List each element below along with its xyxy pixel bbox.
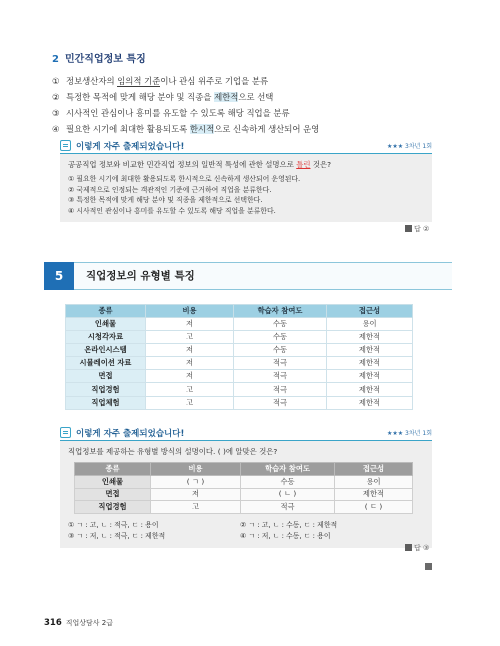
document-icon [60,427,71,438]
table-cell: 제한적 [327,344,413,357]
row-label: 면접 [66,370,146,383]
table-row [66,357,413,370]
quiz-1-answer [405,224,429,234]
item-marker: ③ [52,108,60,118]
table-cell: 수동 [234,344,327,357]
item-text: 필요한 시기에 최대한 활용되도록 [66,124,190,134]
answer-box-icon [405,225,412,232]
table-cell: 적극 [234,396,327,409]
quiz-1-stem-end: 것은? [310,160,332,169]
item-marker: ② [52,92,60,102]
section-5-heading [44,262,452,290]
quiz-2-option: ② ㄱ : 고, ㄴ : 수동, ㄷ : 제한적 [240,520,338,529]
row-label: 면접 [75,488,151,501]
section-2-item [52,89,452,105]
table-cell: 고 [146,396,234,409]
table-cell: 용이 [327,318,413,331]
table-row [66,370,413,383]
page-number: 316 [44,618,62,628]
section-2 [52,50,452,137]
row-label: 인쇄물 [75,476,151,489]
quiz-1-stem-emphasis: 틀린 [296,160,311,169]
column-header: 학습자 참여도 [241,463,335,476]
quiz-2-options [68,520,424,542]
item-text: 시사적인 관심이나 흥미를 유도할 수 있도록 해당 직업을 분류 [66,108,290,118]
table-cell: 수동 [234,318,327,331]
table-cell: 저 [146,357,234,370]
table-cell: 제한적 [327,331,413,344]
column-header: 학습자 참여도 [234,305,327,318]
table-row [66,318,413,331]
item-text: 특정한 목적에 맞게 해당 분야 및 직종을 [66,92,215,102]
table-cell: 저 [146,370,234,383]
quiz-2-frequency: ★★★ 3차년 1회 [387,430,432,437]
document-icon [60,140,71,151]
table-cell: ( ㄷ ) [335,501,413,514]
table-cell: 제한적 [327,370,413,383]
table-cell: 고 [151,501,241,514]
table-row [66,344,413,357]
quiz-2-option: ① ㄱ : 고, ㄴ : 적극, ㄷ : 용이 [68,520,159,529]
item-marker: ① [52,76,60,86]
table-row [66,383,413,396]
row-label: 직업경험 [66,383,146,396]
quiz-1-option: ③ 특정한 목적에 맞게 해당 분야 및 직종을 제한적으로 선택한다. [68,196,263,205]
item-text-end: 이나 관심 위주로 기업을 분류 [160,76,269,86]
table-cell: 고 [146,331,234,344]
quiz-1-option: ① 필요한 시기에 최대한 활용되도록 한시적으로 신속하게 생산되어 운영된다. [68,175,301,183]
table-cell: 저 [146,318,234,331]
quiz-2-header [60,426,432,441]
table-row [66,396,413,409]
row-label: 시청각자료 [66,331,146,344]
table-cell: 적극 [234,383,327,396]
table-cell: 적극 [234,357,327,370]
quiz-1-answer-label: 답 [414,225,421,233]
quiz-box-2 [60,426,432,548]
section-2-list [52,73,452,137]
table-cell: 용이 [335,476,413,489]
row-label: 직업경험 [75,501,151,514]
table-cell: 고 [146,383,234,396]
item-keyword: 제한적 [214,92,239,102]
table-cell: ( ㄱ ) [151,476,241,489]
column-header: 비용 [151,463,241,476]
quiz-1-option: ④ 시사적인 관심이나 흥미를 유도할 수 있도록 해당 직업을 분류한다. [68,206,276,215]
column-header: 접근성 [327,305,413,318]
quiz-1-label: 이렇게 자주 출제되었습니다! [76,142,185,152]
quiz-box-1 [60,139,432,222]
table-row [66,331,413,344]
quiz-1-frequency: ★★★ 3차년 1회 [387,143,432,150]
row-label: 온라인시스템 [66,344,146,357]
quiz-2-answer-label: 답 [414,544,421,552]
section-2-number: 2 [52,54,59,65]
quiz-1-body [60,154,432,222]
table-cell: 수동 [241,476,335,489]
table-cell: 적극 [234,370,327,383]
table-row [75,501,413,514]
quiz-1-answer-value: ② [423,225,430,233]
table-header-row [75,463,413,476]
column-header: 접근성 [335,463,413,476]
section-5-number: 5 [44,262,74,290]
table-cell: 제한적 [327,383,413,396]
binding-mark [425,563,432,570]
table-cell: 제한적 [327,396,413,409]
column-header: 비용 [146,305,234,318]
column-header: 종류 [75,463,151,476]
item-text: 정보생산자의 [66,76,118,86]
quiz-2-table [74,462,413,514]
row-label: 직업체험 [66,396,146,409]
item-keyword: 임의적 기준 [117,76,161,86]
section-2-title: 민간직업정보 특징 [64,54,146,65]
section-5-title: 직업정보의 유형별 특징 [74,262,452,290]
quiz-2-label: 이렇게 자주 출제되었습니다! [76,429,185,439]
item-marker: ④ [52,124,60,134]
table-cell: 제한적 [335,488,413,501]
quiz-1-stem-text: 공공직업 정보와 비교한 민간직업 정보의 일반적 특성에 관한 설명으로 [68,160,297,169]
item-text-end: 으로 선택 [238,92,274,102]
quiz-1-header [60,139,432,154]
table-cell: 저 [151,488,241,501]
section-2-item [52,73,452,89]
table-header-row [66,305,413,318]
quiz-2-option: ④ ㄱ : 저, ㄴ : 수동, ㄷ : 용이 [240,531,331,540]
book-title: 직업상담사 2급 [65,619,114,627]
quiz-2-answer-value: ③ [423,544,430,552]
quiz-1-option: ② 국제적으로 인정되는 객관적인 기준에 근거하여 직업을 분류한다. [68,185,272,194]
row-label: 인쇄물 [66,318,146,331]
info-type-table [65,304,413,410]
table-cell: ( ㄴ ) [241,488,335,501]
quiz-2-stem: 직업정보를 제공하는 유형별 방식의 설명이다. ( )에 알맞은 것은? [68,447,278,456]
table-cell: 적극 [241,501,335,514]
item-text-end: 으로 신속하게 생산되어 운영 [214,124,320,134]
table-cell: 수동 [234,331,327,344]
item-keyword: 한시적 [189,124,215,134]
table-cell: 제한적 [327,357,413,370]
quiz-2-body [60,441,432,548]
table-row [75,476,413,489]
section-2-item [52,121,452,137]
table-row [75,488,413,501]
page-footer [44,618,113,628]
column-header: 종류 [66,305,146,318]
row-label: 시뮬레이션 자료 [66,357,146,370]
quiz-2-answer [405,543,429,553]
quiz-1-stem [68,159,424,170]
answer-box-icon [405,544,412,551]
table-cell: 저 [146,344,234,357]
quiz-2-option: ③ ㄱ : 저, ㄴ : 적극, ㄷ : 제한적 [68,531,166,540]
section-2-item [52,105,452,121]
section-2-heading [52,50,452,65]
